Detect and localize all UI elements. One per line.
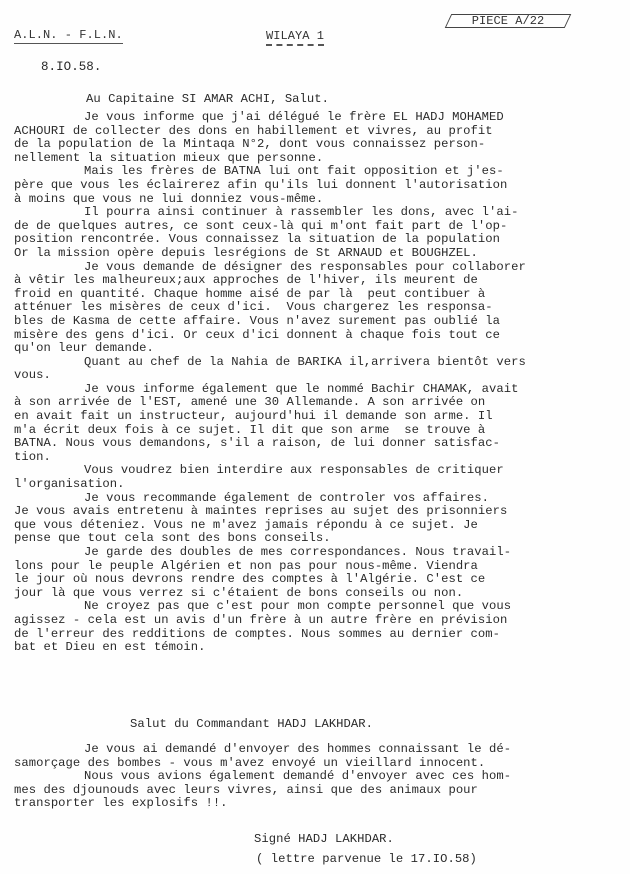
- text-line: que vous déteniez. Vous ne m'avez jamais répondu à ce sujet. Je: [14, 517, 478, 532]
- paragraph: [14, 600, 624, 654]
- text-line: lons pour le peuple Algérien et non pas pour nous-même. Viendra: [14, 558, 478, 573]
- paragraph: [14, 261, 624, 356]
- text-line: misère des gens d'ici. Or ceux d'ici donnent à chaque fois tout ce: [14, 327, 501, 342]
- text-line: Je vous recommande également de controler vos affaires.: [84, 490, 490, 505]
- receipt-note: ( lettre parvenue le 17.IO.58): [256, 852, 477, 866]
- text-line: Mais les frères de BATNA lui ont fait opposition et j'es-: [84, 164, 504, 179]
- paragraph: [14, 165, 624, 206]
- paragraph: [14, 770, 624, 811]
- text-line: bat et Dieu en est témoin.: [14, 640, 206, 655]
- text-line: bles de Kasma de cette affaire. Vous n'avez surement pas oublié la: [14, 313, 501, 328]
- text-line: Quant au chef de la Nahia de BARIKA il,arrivera bientôt vers: [84, 354, 526, 369]
- text-line: agissez - cela est un avis d'un frère à un autre frère en prévision: [14, 612, 508, 627]
- text-line: ACHOURI de collecter des dons en habillement et vivres, au profit: [14, 123, 493, 138]
- text-line: nellement la situation mieux que personne.: [14, 150, 324, 165]
- text-line: qu'on leur demande.: [14, 341, 154, 356]
- wilaya-header: WILAYA 1: [266, 29, 324, 46]
- text-line: Je garde des doubles de mes correspondances. Nous travail-: [84, 545, 512, 559]
- text-line: Il pourra ainsi continuer à rassembler les dons, avec l'ai-: [84, 205, 519, 220]
- text-line: froid en quantité. Chaque homme aisé de par là peut contibuer à: [14, 286, 486, 301]
- commander-salute: Salut du Commandant HADJ LAKHDAR.: [130, 717, 374, 731]
- text-line: samorçage des bombes - vous m'avez envoyé un vieillard innocent.: [14, 755, 486, 770]
- paragraph: [14, 206, 624, 260]
- text-line: vous.: [14, 368, 51, 383]
- text-line: l'organisation.: [14, 477, 125, 492]
- text-line: père que vous les éclairerez afin qu'ils lui donnent l'autorisation: [14, 177, 508, 192]
- text-line: à vêtir les malheureux;aux approches de l'hiver, ils meurent de: [14, 273, 478, 288]
- text-line: Je vous informe que j'ai délégué le frère EL HADJ MOHAMED: [84, 110, 504, 124]
- paragraph: [14, 111, 624, 165]
- text-line: de l'erreur des redditions de comptes. Nous sommes au dernier com-: [14, 626, 501, 641]
- paragraph: [14, 743, 624, 770]
- text-line: m'a écrit deux fois à ce sujet. Il dit que son arme se trouve à: [14, 422, 486, 437]
- text-line: à son arrivée de l'EST, amené une 30 Allemande. A son arrivée on: [14, 395, 486, 410]
- paragraph: [14, 356, 624, 383]
- text-line: mes des djounouds avec leurs vivres, ainsi que des animaux pour: [14, 782, 478, 797]
- text-line: BATNA. Nous vous demandons, s'il a raison, de lui donner satisfac-: [14, 436, 501, 451]
- text-line: pense que tout cela sont des bons conseils.: [14, 531, 331, 546]
- text-line: Je vous ai demandé d'envoyer des hommes connaissant le dé-: [84, 742, 512, 756]
- signature: Signé HADJ LAKHDAR.: [254, 832, 394, 846]
- text-line: à moins que vous ne lui donniez vous-même.: [14, 191, 324, 206]
- text-line: Ne croyez pas que c'est pour mon compte personnel que vous: [84, 599, 512, 614]
- text-line: Or la mission opère depuis lesrégions de St ARNAUD et BOUGHZEL.: [14, 245, 478, 260]
- organization-header: A.L.N. - F.L.N.: [14, 28, 123, 42]
- piece-stamp: [448, 14, 568, 28]
- text-line: Je vous informe également que le nommé Bachir CHAMAK, avait: [84, 381, 519, 396]
- text-line: atténuer les misères de ceux d'ici. Vous chargerez les responsa-: [14, 300, 493, 315]
- paragraph: [14, 383, 624, 465]
- text-line: transporter les explosifs !!.: [14, 796, 228, 811]
- text-line: Je vous avais entretenu à maintes reprises au sujet des prisonniers: [14, 504, 508, 519]
- piece-label: PIECE A/22: [471, 14, 545, 28]
- text-line: en avait fait un instructeur, aujourd'hui il demande son arme. Il: [14, 409, 493, 424]
- paragraph: [14, 464, 624, 491]
- text-line: le jour où nous devrons rendre des comptes à l'Algérie. C'est ce: [14, 572, 486, 587]
- text-line: Je vous demande de désigner des responsables pour collaborer: [84, 259, 526, 274]
- paragraph: [14, 492, 624, 546]
- text-line: tion.: [14, 449, 51, 464]
- text-line: position rencontrée. Vous connaissez la situation de la population: [14, 232, 501, 247]
- letter-date: 8.IO.58.: [41, 60, 102, 74]
- salutation: Au Capitaine SI AMAR ACHI, Salut.: [86, 92, 330, 106]
- text-line: de la population de la Mintaqa N°2, dont vous connaissez person-: [14, 137, 486, 152]
- text-line: jour là que vous verrez si c'étaient de bons conseils ou non.: [14, 585, 464, 600]
- text-line: Nous vous avions également demandé d'envoyer avec ces hom-: [84, 769, 512, 784]
- text-line: Vous voudrez bien interdire aux responsables de critiquer: [84, 463, 504, 478]
- text-line: de de quelques autres, ce sont ceux-là qui m'ont fait part de l'op-: [14, 218, 508, 233]
- paragraph: [14, 546, 624, 600]
- postscript: [14, 743, 624, 811]
- letter-body: [14, 111, 624, 655]
